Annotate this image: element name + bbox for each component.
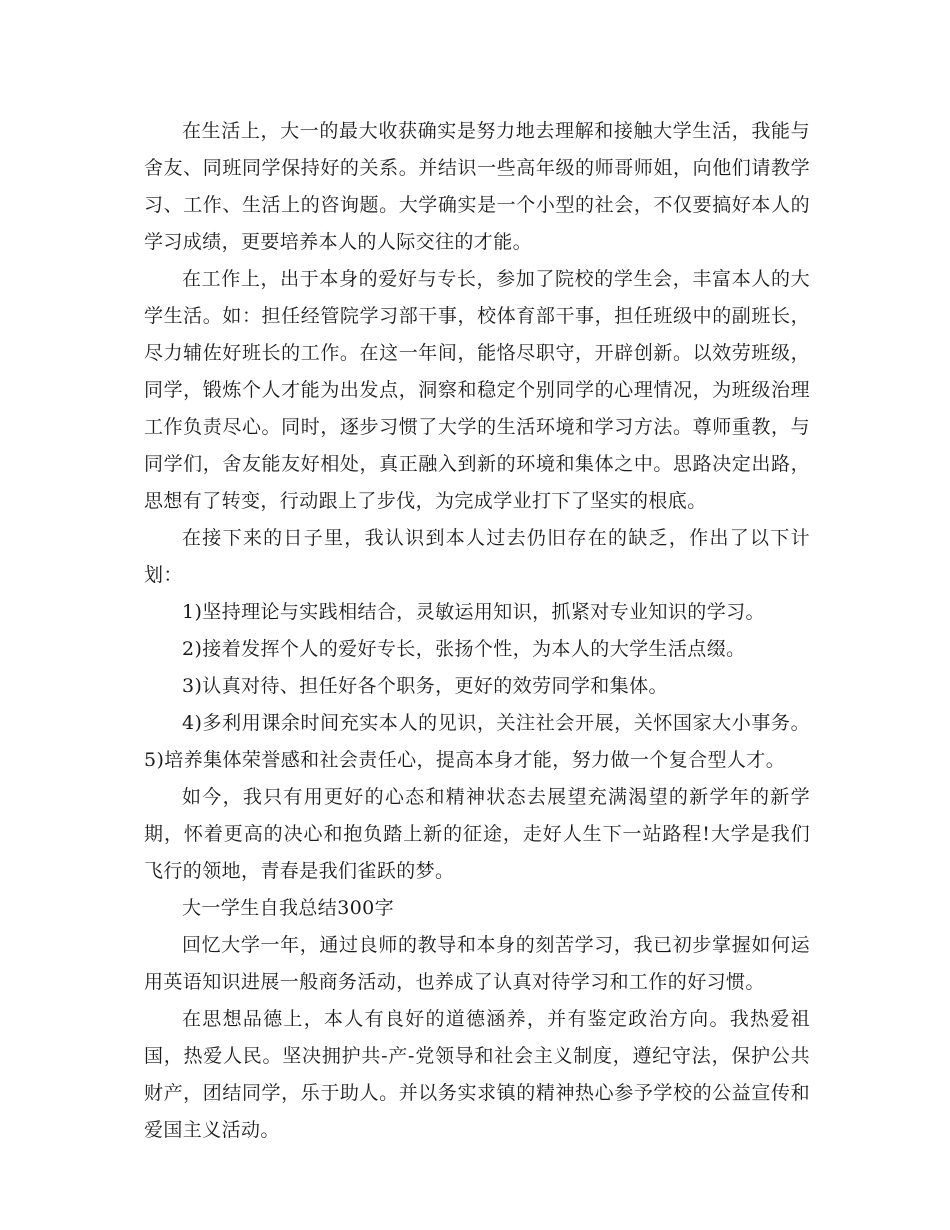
- plan-item-3: 3)认真对待、担任好各个职务，更好的效劳同学和集体。: [182, 675, 668, 697]
- paragraph-recall: 回忆大学一年，通过良师的教导和本身的刻苦学习，我已初步掌握如何运用英语知识进展一般商务活动，也养成了认真对待学习和工作的好习惯。: [144, 934, 810, 993]
- paragraph-plan-intro: 在接下来的日子里，我认识到本人过去仍旧存在的缺乏，作出了以下计划：: [144, 527, 810, 586]
- paragraph-ideology: 在思想品德上，本人有良好的道德涵养，并有鉴定政治方向。我热爱祖国，热爱人民。坚决拥护共-产-党领导和社会主义制度，遵纪守法，保护公共财产，团结同学，乐于助人。并以务实求镇的精神热心参予学校的公益宣传和爱国主义活动。: [144, 1008, 810, 1141]
- document-body: [144, 113, 810, 1149]
- plan-item-1: 1)坚持理论与实践相结合，灵敏运用知识，抓紧对专业知识的学习。: [182, 601, 765, 623]
- plan-item-2: 2)接着发挥个人的爱好专长，张扬个性，为本人的大学生活点缀。: [182, 638, 746, 660]
- plan-item-4-5: 4)多利用课余时间充实本人的见识，关注社会开展，关怀国家大小事务。5)培养集体荣誉感和社会责任心，提高本身才能，努力做一个复合型人才。: [144, 712, 810, 771]
- section-heading: 大一学生自我总结300字: [182, 897, 395, 919]
- paragraph-life: 在生活上，大一的最大收获确实是努力地去理解和接触大学生活，我能与舍友、同班同学保持好的关系。并结识一些高年级的师哥师姐，向他们请教学习、工作、生活上的咨询题。大学确实是一个小型的社会，不仅要搞好本人的学习成绩，更要培养本人的人际交往的才能。: [144, 120, 810, 253]
- paragraph-work: 在工作上，出于本身的爱好与专长，参加了院校的学生会，丰富本人的大学生活。如：担任经管院学习部干事，校体育部干事，担任班级中的副班长，尽力辅佐好班长的工作。在这一年间，能恪尽职守，开辟创新。以效劳班级，同学，锻炼个人才能为出发点，洞察和稳定个别同学的心理情况，为班级治理工作负责尽心。同时，逐步习惯了大学的生活环境和学习方法。尊师重教，与同学们，舍友能友好相处，真正融入到新的环境和集体之中。思路决定出路，思想有了转变，行动跟上了步伐，为完成学业打下了坚实的根底。: [144, 268, 810, 512]
- paragraph-outlook: 如今，我只有用更好的心态和精神状态去展望充满渴望的新学年的新学期，怀着更高的决心和抱负踏上新的征途，走好人生下一站路程!大学是我们飞行的领地，青春是我们雀跃的梦。: [144, 786, 810, 882]
